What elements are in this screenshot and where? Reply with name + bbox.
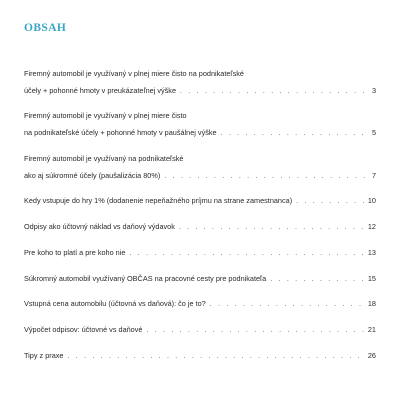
toc-entry-title-line: Výpočet odpisov: účtovné vs daňové [24,325,143,334]
toc-page-number: 10 [367,196,376,205]
toc-entry-title-line: Pre koho to platí a pre koho nie [24,248,126,257]
toc-entry[interactable] [24,195,376,207]
toc-page-number: 5 [371,128,376,137]
toc-entry-title-line: Firemný automobil je využívaný v plnej miere čisto [24,111,187,120]
toc-page-number: 15 [367,274,376,283]
dot-leader [164,171,365,182]
toc-page-number: 21 [367,325,376,334]
toc-entry-title-line: účely + pohonné hmoty v preukázateľnej výške [24,86,177,95]
toc-entry[interactable] [24,247,376,259]
dot-leader [67,351,364,362]
toc-entry-title-line: Tipy z praxe [24,351,64,360]
toc-entry-title-line: Kedy vstupuje do hry 1% (dodanenie nepeňažného príjmu na strane zamestnanca) [24,196,293,205]
dot-leader [129,248,364,259]
toc-entry-title-line: Firemný automobil je využívaný na podnikateľské [24,154,184,163]
toc-entry[interactable] [24,153,376,182]
toc-entry-title-line: Firemný automobil je využívaný v plnej miere čisto na podnikateľské [24,69,244,78]
toc-page-number: 26 [367,351,376,360]
toc-entry[interactable] [24,221,376,233]
toc-entry[interactable] [24,324,376,336]
toc-entry-title-line: na podnikateľské účely + pohonné hmoty v paušálnej výške [24,128,217,137]
toc-page-number: 13 [367,248,376,257]
dot-leader [180,86,365,97]
toc-entry[interactable] [24,273,376,285]
dot-leader [221,128,365,139]
toc-entry[interactable] [24,298,376,310]
toc-page-number: 12 [367,222,376,231]
toc-entry-title-line: Odpisy ako účtovný náklad vs daňový výdavok [24,222,175,231]
dot-leader [210,299,365,310]
toc-heading: OBSAH [24,22,67,34]
toc-entry-title-line: Súkromný automobil využívaný OBČAS na pracovné cesty pre podnikateľa [24,274,267,283]
toc-entry[interactable] [24,68,376,97]
dot-leader [270,274,365,285]
dot-leader [146,325,364,336]
toc-entry-title-line: Vstupná cena automobilu (účtovná vs daňová): čo je to? [24,299,206,308]
toc-page-number: 7 [371,171,376,180]
dot-leader [179,222,365,233]
toc-entry[interactable] [24,350,376,362]
toc-page-number: 18 [367,299,376,308]
toc-entry-title-line: ako aj súkromné účely (paušalizácia 80%) [24,171,161,180]
toc-entry[interactable] [24,110,376,139]
toc-page-number: 3 [371,86,376,95]
dot-leader [296,196,365,207]
